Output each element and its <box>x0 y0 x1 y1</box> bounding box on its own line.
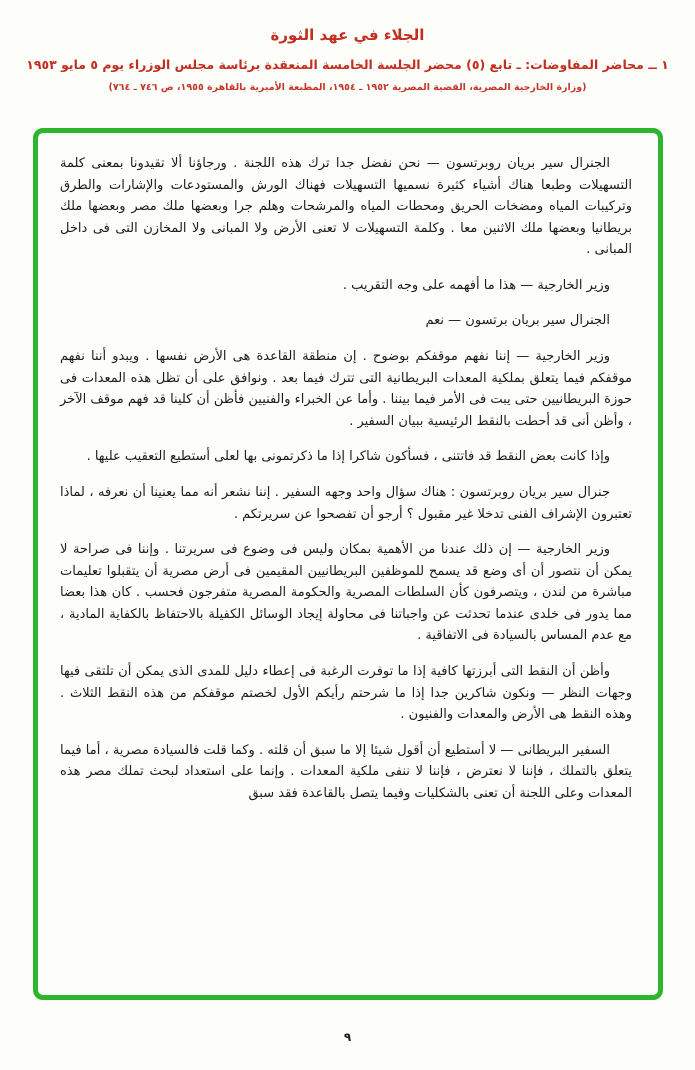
page-number: ٩ <box>343 1030 352 1044</box>
paragraph: وأظن أن النقط التى أبرزتها كافية إذا ما توفرت الرغبة فى إعطاء دليل للمدى الذى يمكن أن تلتقى فيها وجهات النظر — ونكون شاكرين جدا إذا ما شرحتم رأيكم الأول لخصتم موقفكم من هذه النقط الثلاث . وهذه النقط هى الأرض والمعدات والفنيون . <box>60 663 632 723</box>
paragraph: جنرال سير بريان روبرتسون : هناك سؤال واحد وجهه السفير . إننا نشعر أنه مما يعنينا أن نعرفه ، لماذا تعتبرون الإشراف الفنى تدخلا غير مقبول ؟ أرجو أن تفصحوا عن سريرتكم . <box>60 484 632 522</box>
document-subtitle: ١ ــ محاضر المفاوضات: ـ تابع (٥) محضر الجلسة الخامسة المنعقدة برئاسة مجلس الوزراء يوم ٥ مايو ١٩٥٣ <box>26 57 669 72</box>
document-body-frame <box>33 128 663 1000</box>
paragraph: وزير الخارجية — هذا ما أفهمه على وجه التقريب . <box>342 277 610 293</box>
paragraph: وزير الخارجية — إننا نفهم موقفكم بوضوح . إن منطقة القاعدة هى الأرض نفسها . ويبدو أننا نفهم موقفكم فيما يتعلق بملكية المعدات البريطانية التى تترك فيما بعد . ونوافق على أن تظل هذه المعدات فى حوزة البريطانيين حتى يبت فى الأمر فيما بيننا . وأما عن الخبراء والفنيين فأظن أن كلينا قد فهم موقف الآخر ، وأظن أنى قد أحطت بالنقط الرئيسية ببيان السفير . <box>60 349 632 429</box>
paragraph: الجنرال سير بريان برتسون — نعم <box>425 313 610 329</box>
paragraph: السفير البريطانى — لا أستطيع أن أقول شيئا إلا ما سبق أن قلته . وكما قلت فالسيادة مصرية ، أما فيما يتعلق بالتملك ، فإننا لا نعترض ، فإننا لا ننفى ملكية المعدات . وإنما على استعداد لبحث تملك مصر هذه المعدات وعلى اللجنة أن تعنى بالشكليات وفيما يتصل بالقاعدة فقد سبق <box>60 742 632 801</box>
paragraph: وزير الخارجية — إن ذلك عندنا من الأهمية بمكان وليس فى وضوع فى سريرتنا . وإننا فى صراحة لا يمكن أن نتصور أن أى وضع قد يسمح للموظفين البريطانيين المقيمين فى أرض مصرية أن يتقبلوا تعليمات مباشرة من لندن ، ويتصرفون كأن السلطات المصرية والحكومة المصرية متفرجون فحسب . كان هذا بعضا مما يدور فى خلدى عندما تحدثت عن واجباتنا فى محاولة إيجاد الوسائل الكفيلة بالاحتفاظ بالكفاية المادية ، مع عدم المساس بالسيادة فى الاتفاقية . <box>60 542 632 644</box>
paragraph: الجنرال سير بريان روبرتسون — نحن نفضل جدا ترك هذه اللجنة . ورجاؤنا ألا تقيدونا بمعنى كلمة التسهيلات وطبعا هناك أشياء كثيرة نسميها التسهيلات فهناك الورش والمستودعات والإشارات والطرق وتركيبات المياه ومضخات الحريق ومحطات المياه والمرشحات وهلم جرا وبعضها ملك مصر وبعضها ملك بريطانيا وبعضها ملك الاثنين معا . وكلمة التسهيلات لا تعنى الأرض ولا المبانى ولا المخازن التى فى داخل المبانى . <box>60 156 632 258</box>
paragraph: وإذا كانت بعض النقط قد فاتتنى ، فسأكون شاكرا إذا ما ذكرتمونى بها لعلى أستطيع التعقيب عليها . <box>86 449 610 465</box>
document-source-citation: (وزارة الخارجية المصرية، القضية المصرية ١٩٥٢ ـ ١٩٥٤، المطبعة الأميرية بالقاهرة ١٩٥٥، ص ٧٤٦ ـ ٧٦٤) <box>108 82 587 93</box>
document-header <box>0 0 695 93</box>
document-title: الجلاء في عهد الثورة <box>270 26 425 44</box>
